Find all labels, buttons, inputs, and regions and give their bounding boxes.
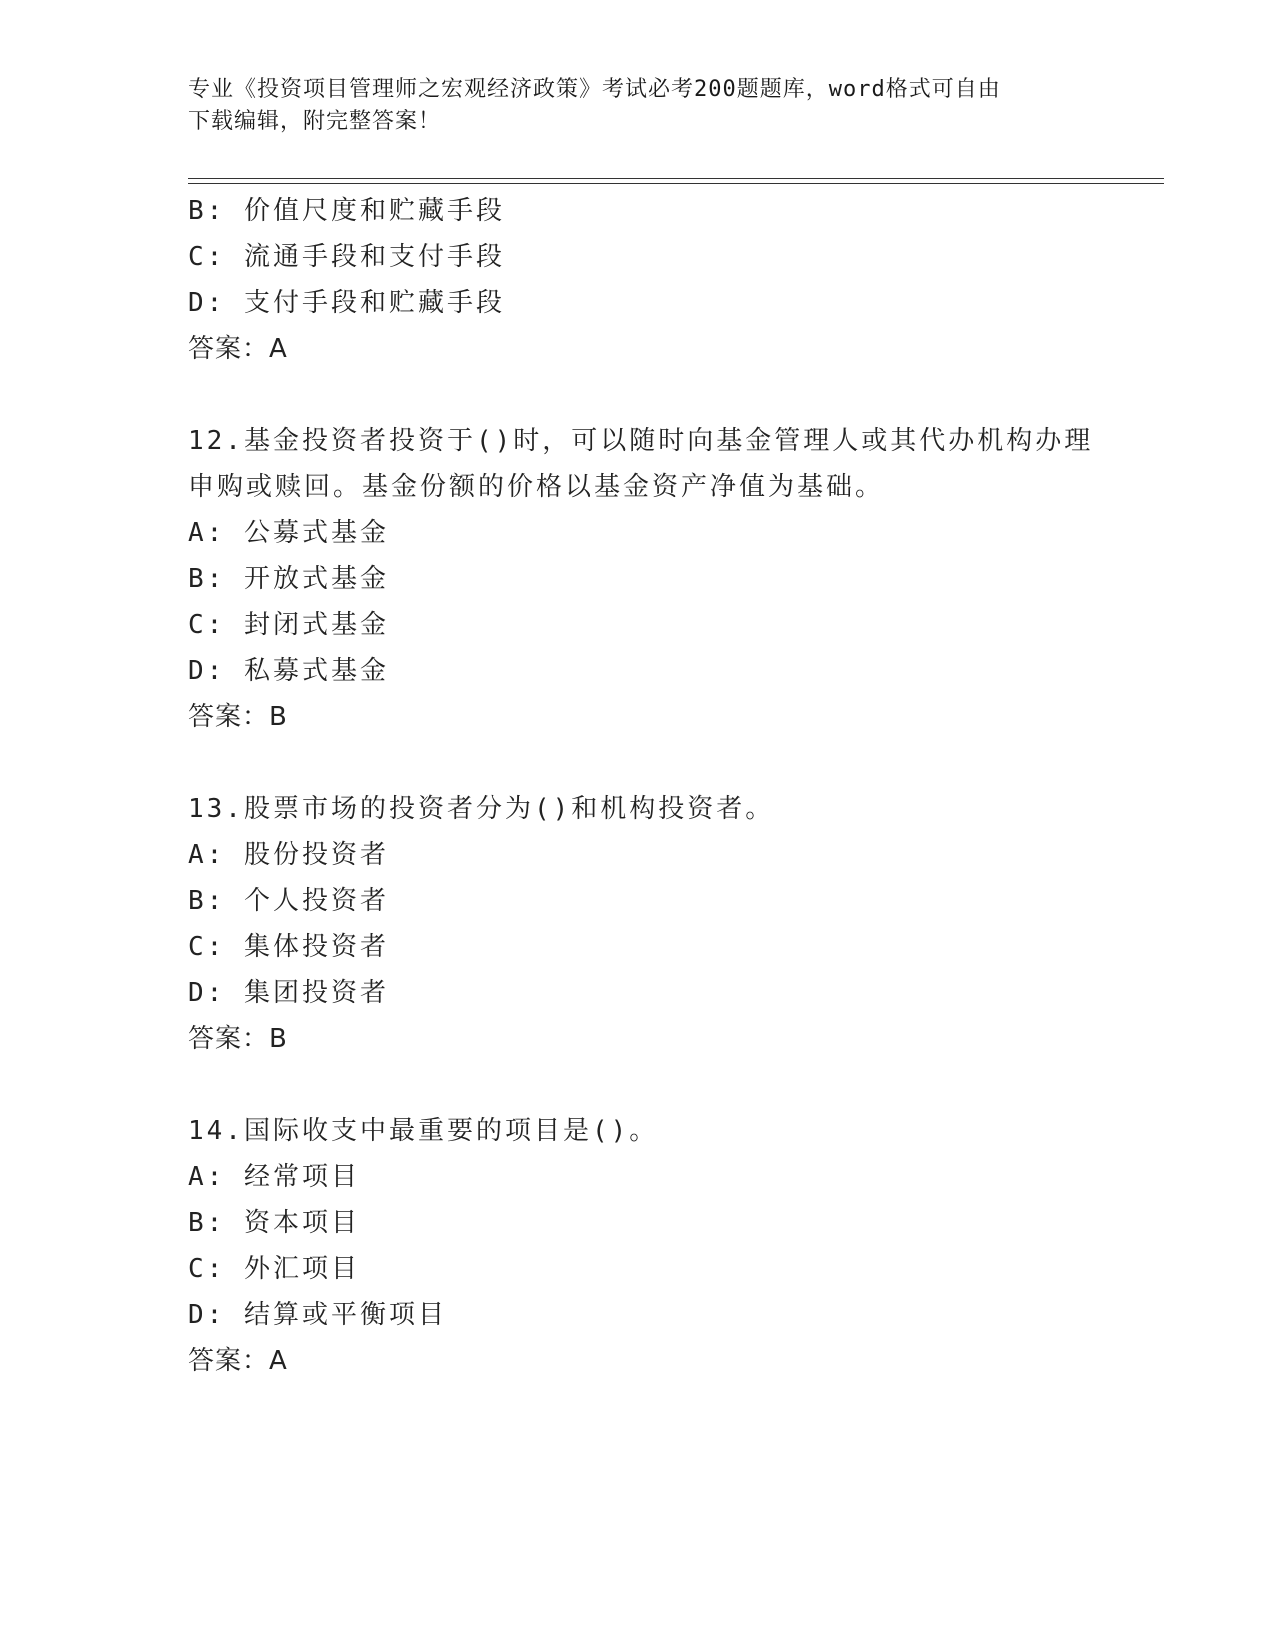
- option-d: D: 结算或平衡项目: [188, 1300, 447, 1330]
- option-d: D: 支付手段和贮藏手段: [188, 288, 505, 318]
- option-b: B: 个人投资者: [188, 886, 389, 916]
- header-divider-top: [188, 178, 1164, 179]
- question-14: [188, 1108, 1088, 1384]
- answer: 答案：A: [188, 1346, 288, 1376]
- question-13: [188, 786, 1088, 1062]
- question-stem: 12.基金投资者投资于()时，可以随时向基金管理人或其代办机构办理: [188, 426, 1094, 456]
- question-stem: 14.国际收支中最重要的项目是()。: [188, 1116, 659, 1146]
- option-d: D: 私募式基金: [188, 656, 389, 686]
- option-a: A: 公募式基金: [188, 518, 389, 548]
- option-c: C: 集体投资者: [188, 932, 389, 962]
- option-c: C: 外汇项目: [188, 1254, 360, 1284]
- option-a: A: 经常项目: [188, 1162, 360, 1192]
- option-c: C: 封闭式基金: [188, 610, 389, 640]
- option-b: B: 开放式基金: [188, 564, 389, 594]
- header-divider-bottom: [188, 183, 1164, 184]
- answer: 答案：B: [188, 1024, 288, 1054]
- spacer: [188, 740, 1088, 786]
- option-b: B: 资本项目: [188, 1208, 360, 1238]
- header-line-2: 下载编辑，附完整答案！: [188, 109, 442, 134]
- question-11-continued: [188, 188, 1088, 372]
- spacer: [188, 1062, 1088, 1108]
- question-stem: 13.股票市场的投资者分为()和机构投资者。: [188, 794, 775, 824]
- option-b: B: 价值尺度和贮藏手段: [188, 196, 505, 226]
- question-12: [188, 418, 1094, 740]
- question-list: [188, 188, 1094, 1384]
- answer: 答案：B: [188, 702, 288, 732]
- question-stem-continued: 申购或赎回。基金份额的价格以基金资产净值为基础。: [188, 472, 885, 502]
- spacer: [188, 372, 1088, 418]
- option-d: D: 集团投资者: [188, 978, 389, 1008]
- document-header: [188, 74, 1088, 138]
- option-c: C: 流通手段和支付手段: [188, 242, 505, 272]
- header-line-1: 专业《投资项目管理师之宏观经济政策》考试必考200题题库，word格式可自由: [188, 77, 1001, 102]
- option-a: A: 股份投资者: [188, 840, 389, 870]
- answer: 答案：A: [188, 334, 288, 364]
